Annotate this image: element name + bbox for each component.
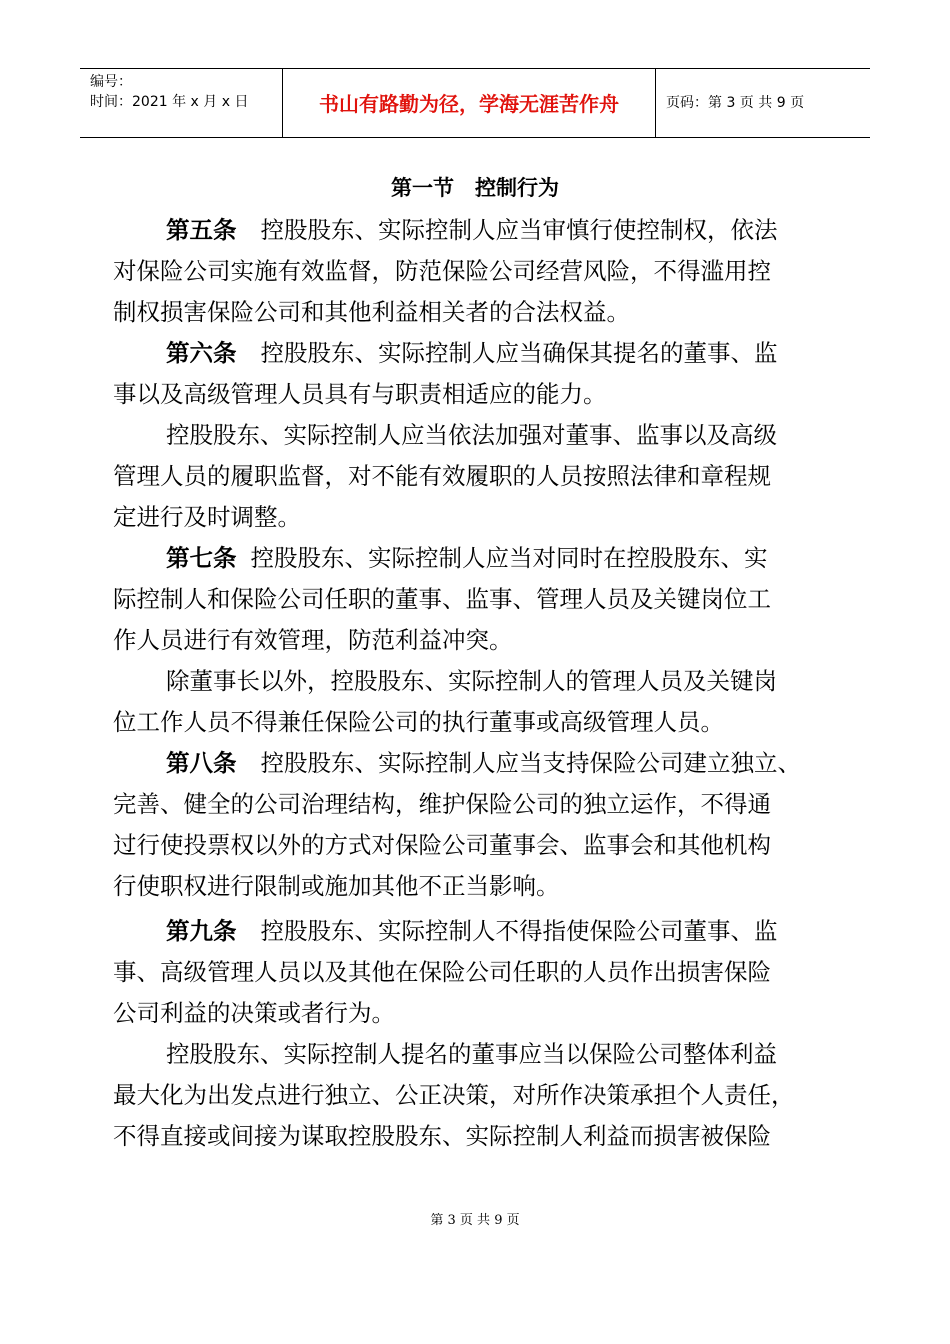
header-page-cell xyxy=(656,69,870,137)
article-9-heading: 第九条 xyxy=(166,917,237,945)
page-footer: 第 3 页 共 9 页 xyxy=(430,1213,520,1228)
article-6-para-2-line-3: 定进行及时调整。 xyxy=(113,503,301,531)
header-meta-cell xyxy=(80,69,283,137)
header-motto: 书山有路勤为径，学海无涯苦作舟 xyxy=(319,92,619,116)
article-7-heading: 第七条 xyxy=(166,544,237,572)
article-5-line-3: 制权损害保险公司和其他利益相关者的合法权益。 xyxy=(113,298,630,326)
article-6-heading: 第六条 xyxy=(166,339,237,367)
article-7-line-1: 第七条 控股股东、实际控制人应当对同时在控股股东、实 xyxy=(166,544,768,572)
article-7-para-2-line-2: 位工作人员不得兼任保险公司的执行董事或高级管理人员。 xyxy=(113,708,724,736)
header-page-info: 页码：第 3 页 共 9 页 xyxy=(666,95,805,111)
article-8-heading: 第八条 xyxy=(166,749,237,777)
article-5-line-1: 第五条 控股股东、实际控制人应当审慎行使控制权，依法 xyxy=(166,216,778,244)
article-9-para-2-line-2: 最大化为出发点进行独立、公正决策，对所作决策承担个人责任， xyxy=(113,1081,795,1109)
article-7-para-2-line-1: 除董事长以外，控股股东、实际控制人的管理人员及关键岗 xyxy=(166,667,777,695)
article-6-line-2: 事以及高级管理人员具有与职责相适应的能力。 xyxy=(113,380,607,408)
article-9-line-1: 第九条 控股股东、实际控制人不得指使保险公司董事、监 xyxy=(166,917,778,945)
article-9-para-2-line-1: 控股股东、实际控制人提名的董事应当以保险公司整体利益 xyxy=(166,1040,777,1068)
article-9-para-2-line-3: 不得直接或间接为谋取控股股东、实际控制人利益而损害被保险 xyxy=(113,1122,771,1150)
header-motto-cell xyxy=(283,69,656,137)
article-8-line-4: 行使职权进行限制或施加其他不正当影响。 xyxy=(113,872,560,900)
section-title: 第一节 控制行为 xyxy=(391,176,559,200)
document-date-label: 时间：2021 年 x 月 x 日 xyxy=(90,94,249,110)
article-5-heading: 第五条 xyxy=(166,216,237,244)
article-8-line-1: 第八条 控股股东、实际控制人应当支持保险公司建立独立、 xyxy=(166,749,801,777)
article-6-line-1: 第六条 控股股东、实际控制人应当确保其提名的董事、监 xyxy=(166,339,778,367)
article-8-line-3: 过行使投票权以外的方式对保险公司董事会、监事会和其他机构 xyxy=(113,831,771,859)
article-7-line-3: 作人员进行有效管理，防范利益冲突。 xyxy=(113,626,513,654)
article-9-line-2: 事、高级管理人员以及其他在保险公司任职的人员作出损害保险 xyxy=(113,958,771,986)
article-9-line-3: 公司利益的决策或者行为。 xyxy=(113,999,395,1027)
article-6-para-2-line-1: 控股股东、实际控制人应当依法加强对董事、监事以及高级 xyxy=(166,421,777,449)
document-number-label: 编号： xyxy=(90,74,132,90)
article-7-line-2: 际控制人和保险公司任职的董事、监事、管理人员及关键岗位工 xyxy=(113,585,771,613)
article-5-line-2: 对保险公司实施有效监督，防范保险公司经营风险，不得滥用控 xyxy=(113,257,771,285)
article-6-para-2-line-2: 管理人员的履职监督，对不能有效履职的人员按照法律和章程规 xyxy=(113,462,771,490)
document-header xyxy=(80,68,870,138)
article-8-line-2: 完善、健全的公司治理结构，维护保险公司的独立运作，不得通 xyxy=(113,790,771,818)
